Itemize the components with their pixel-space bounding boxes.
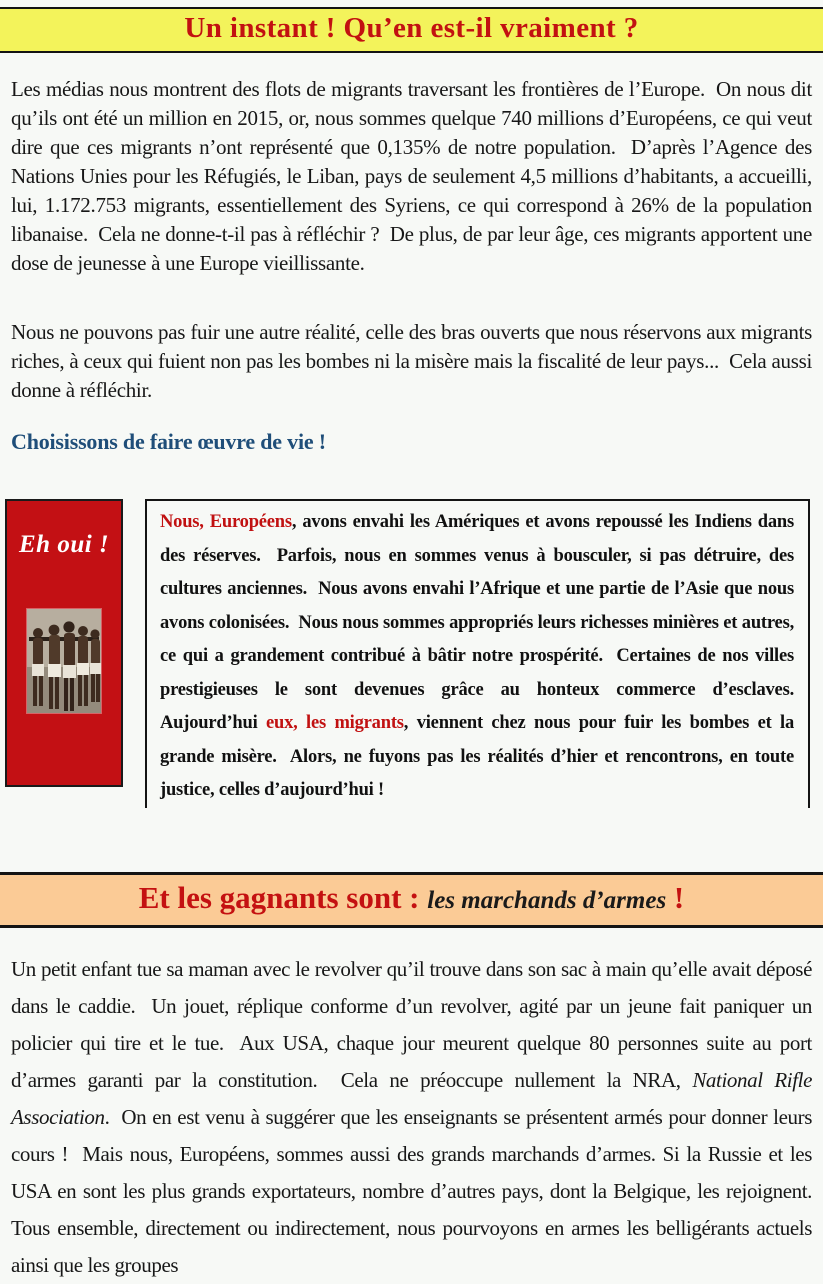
arms-nra-italic: National Rifle Association [11,1067,817,1129]
paragraph-migrants-statistics: Les médias nous montrent des flots de migrants traversant les frontières de l’Europe. On nous dit qu’ils ont été un million en 2015, or, nous sommes quelque 740 millions d’Européens, ce qui veut dire que ces migrants n’ont représenté que 0,135% de notre population. D’après l’Agence des Nations Unies pour les Réfugiés, le Liban, pays de seulement 4,5 millions d’habitants, a accueilli, lui, 1.172.753 migrants, essentiellement des Syriens, ce qui correspond à 26% de la population libanaise. Cela ne donne-t-il pas à réfléchir ? De plus, de par leur âge, ces migrants apportent une dose de jeunesse à une Europe vieillissante. [11,77,817,275]
paragraph-arms-dealers [0,951,823,1284]
paragraph-rich-migrants: Nous ne pouvons pas fuir une autre réalité, celle des bras ouverts que nous réservons aux migrants riches, à ceux qui fuient non pas les bombes ni la misère mais la fiscalité de leur pays... Cela aussi donne à réfléchir. [11,320,817,402]
banner2-lead: Et les gagnants sont : [138,879,428,915]
quote-red-nous-europeens: Nous, Européens [160,512,292,532]
arms-text-1: Un petit enfant tue sa maman avec le revolver qu’il trouve dans son sac à main qu’elle avait déposé dans le caddie. Un jouet, réplique conforme d’un revolver, agité par un jeune fait paniquer un policier qui tire et le tue. Aux USA, chaque jour meurent quelque 80 personnes suite au port d’armes garanti par la constitution. Cela ne préoccupe nullement la NRA, [11,956,817,1092]
callout-oeuvre-de-vie: Choisissons de faire œuvre de vie ! [11,429,326,454]
quote-text-2: , viennent chez nous pour fuir les bombes et la grande misère. Alors, ne fuyons pas les réalités d’hier et rencontrons, en toute justice, celles d’aujourd’hui ! [160,713,799,800]
banner2-marchands-armes: les marchands d’armes [427,886,667,914]
eh-oui-section [5,499,810,808]
eh-oui-red-box [5,499,123,787]
eh-oui-label: Eh oui ! [19,531,110,558]
nous-europeens-quote-box [145,499,810,808]
quote-red-eux-les-migrants: eux, les migrants [266,713,404,733]
quote-text-1: , avons envahi les Amériques et avons repoussé les Indiens dans des réserves. Parfois, nous en sommes venus à bousculer, si pas détruire, des cultures anciennes. Nous avons envahi l’Afrique et une partie de l’Asie que nous avons colonisées. Nous nous sommes appropriés leurs richesses minières et autres, ce qui a grandement contribué à bâtir notre prospérité. Certaines de nos villes prestigieuses le sont devenues grâce au honteux commerce d’esclaves. Aujourd’hui [160,512,803,733]
section-banner-gagnants [0,872,823,928]
enslaved-men-photo [27,609,101,713]
arms-text-2: . On en est venu à suggérer que les enseignants se présentent armés pour donner leurs cours ! Mais nous, Européens, sommes aussi des grands marchands d’armes. Si la Russie et les USA en sont les plus grands exportateurs, nombre d’autres pays, dont la Belgique, les rejoignent. Tous ensemble, directement ou indirectement, nous pourvoyons en armes les belligérants actuels ainsi que les groupes [11,1104,817,1277]
banner2-exclamation: ! [666,879,685,915]
banner1-title: Un instant ! Qu’en est-il vraiment ? [184,12,639,44]
section-banner-un-instant [0,7,823,53]
